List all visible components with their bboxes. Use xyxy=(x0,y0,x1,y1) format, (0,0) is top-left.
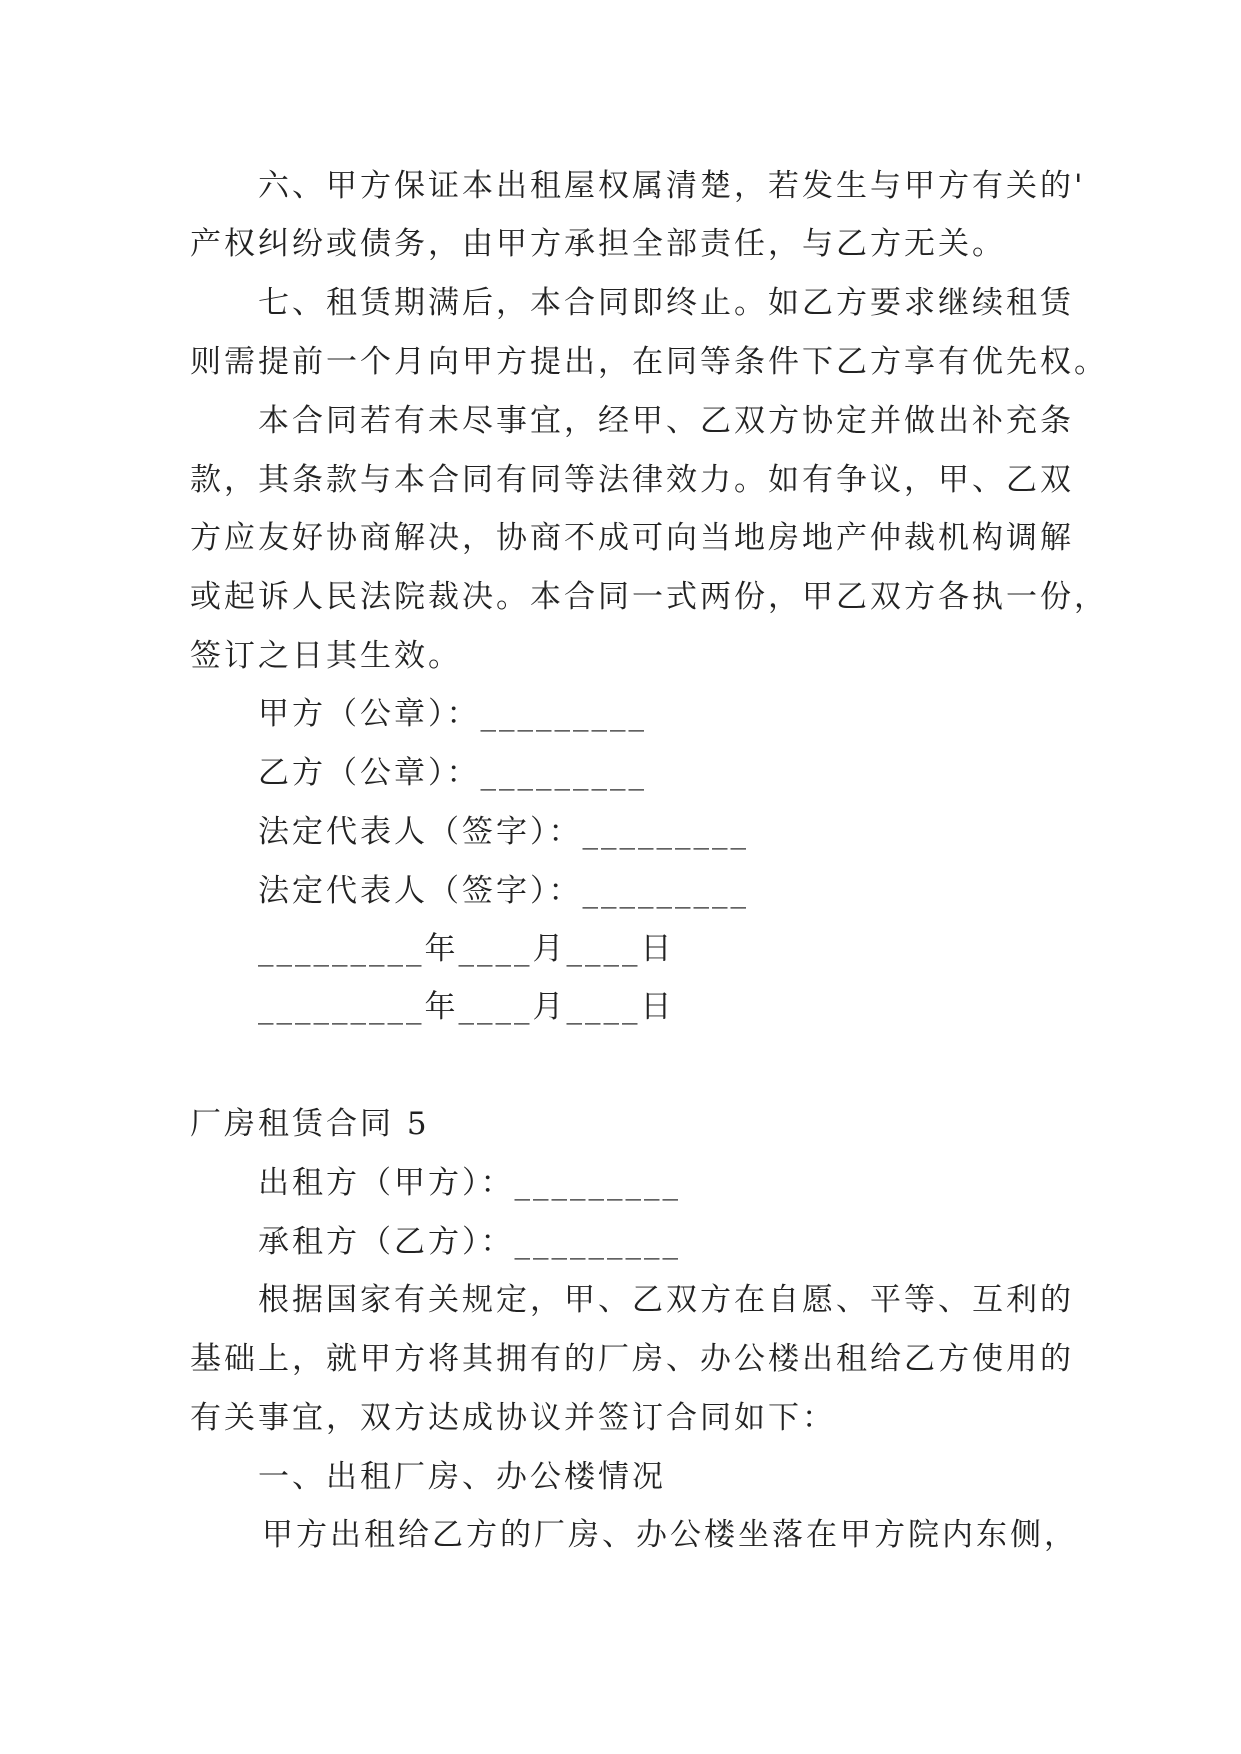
signature-line-representative: 法定代表人（签字）：_________ xyxy=(258,814,749,850)
section-heading: 一、出租厂房、办公楼情况 xyxy=(258,1459,666,1495)
paragraph-line: 本合同若有未尽事宜，经甲、乙双方协定并做出补充条 xyxy=(258,403,1074,439)
lessee-line: 承租方（乙方）：_________ xyxy=(258,1224,681,1260)
paragraph-line: 七、租赁期满后，本合同即终止。如乙方要求继续租赁 xyxy=(258,285,1074,321)
paragraph-line: 有关事宜，双方达成协议并签订合同如下： xyxy=(190,1400,836,1436)
contract-title: 厂房租赁合同 5 xyxy=(190,1106,430,1142)
signature-line-representative: 法定代表人（签字）：_________ xyxy=(258,873,749,909)
date-line: _________年____月____日 xyxy=(258,931,675,967)
date-line: _________年____月____日 xyxy=(258,989,675,1025)
paragraph-line: 六、甲方保证本出租屋权属清楚，若发生与甲方有关的' xyxy=(258,168,1086,204)
paragraph-line: 基础上，就甲方将其拥有的厂房、办公楼出租给乙方使用的 xyxy=(190,1341,1074,1377)
signature-line-party-b: 乙方（公章）：_________ xyxy=(258,755,647,791)
signature-line-party-a: 甲方（公章）：_________ xyxy=(258,696,647,732)
paragraph-line: 则需提前一个月向甲方提出，在同等条件下乙方享有优先权。 xyxy=(190,344,1108,380)
paragraph-line: 甲方出租给乙方的厂房、办公楼坐落在甲方院内东侧， xyxy=(262,1517,1078,1553)
paragraph-line: 产权纠纷或债务，由甲方承担全部责任，与乙方无关。 xyxy=(190,226,1006,262)
paragraph-line: 款，其条款与本合同有同等法律效力。如有争议，甲、乙双 xyxy=(190,462,1074,498)
paragraph-line: 方应友好协商解决，协商不成可向当地房地产仲裁机构调解 xyxy=(190,520,1074,556)
paragraph-line: 签订之日其生效。 xyxy=(190,638,462,674)
paragraph-line: 根据国家有关规定，甲、乙双方在自愿、平等、互利的 xyxy=(258,1282,1074,1318)
lessor-line: 出租方（甲方）：_________ xyxy=(258,1165,681,1201)
paragraph-line: 或起诉人民法院裁决。本合同一式两份，甲乙双方各执一份， xyxy=(190,579,1108,615)
